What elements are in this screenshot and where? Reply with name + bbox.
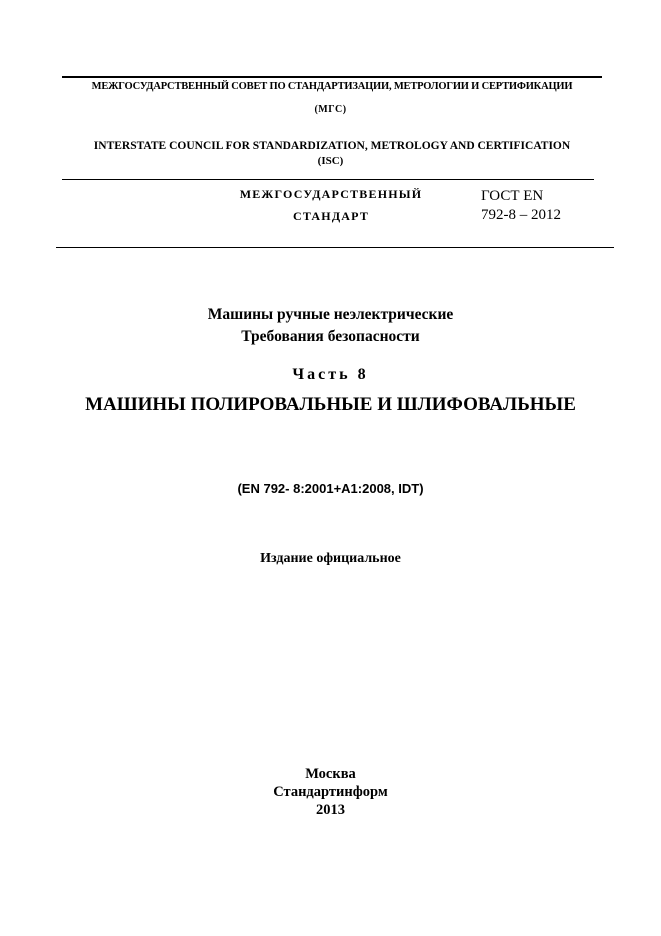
- gost-designation-line1: ГОСТ EN: [481, 188, 544, 204]
- council-name-en: INTERSTATE COUNCIL FOR STANDARDIZATION, METROLOGY AND CERTIFICATION: [93, 140, 571, 152]
- council-abbr-en: (ISC): [317, 155, 344, 167]
- edition-label: Издание официальное: [260, 551, 401, 566]
- designation-rule: [56, 247, 614, 248]
- part-subtitle: МАШИНЫ ПОЛИРОВАЛЬНЫЕ И ШЛИФОВАЛЬНЫЕ: [85, 394, 576, 415]
- en-reference: (EN 792- 8:2001+A1:2008, IDT): [237, 481, 424, 496]
- standard-label-line1: МЕЖГОСУДАРСТВЕННЫЙ: [239, 187, 423, 201]
- standard-label-line2: СТАНДАРТ: [292, 209, 370, 223]
- title-line2: Требования безопасности: [241, 328, 420, 345]
- council-abbr-ru: (МГС): [314, 104, 347, 115]
- council-rule: [62, 179, 594, 180]
- council-name-ru: МЕЖГОСУДАРСТВЕННЫЙ СОВЕТ ПО СТАНДАРТИЗАЦИИ, МЕТРОЛОГИИ И СЕРТИФИКАЦИИ: [91, 81, 573, 92]
- imprint-publisher: Стандартинформ: [273, 784, 388, 800]
- top-rule: [62, 76, 602, 78]
- gost-designation-line2: 792-8 – 2012: [481, 207, 561, 223]
- part-number: Часть 8: [292, 366, 369, 383]
- imprint-city: Москва: [305, 766, 356, 782]
- imprint-year: 2013: [316, 802, 345, 818]
- title-line1: Машины ручные неэлектрические: [207, 306, 454, 323]
